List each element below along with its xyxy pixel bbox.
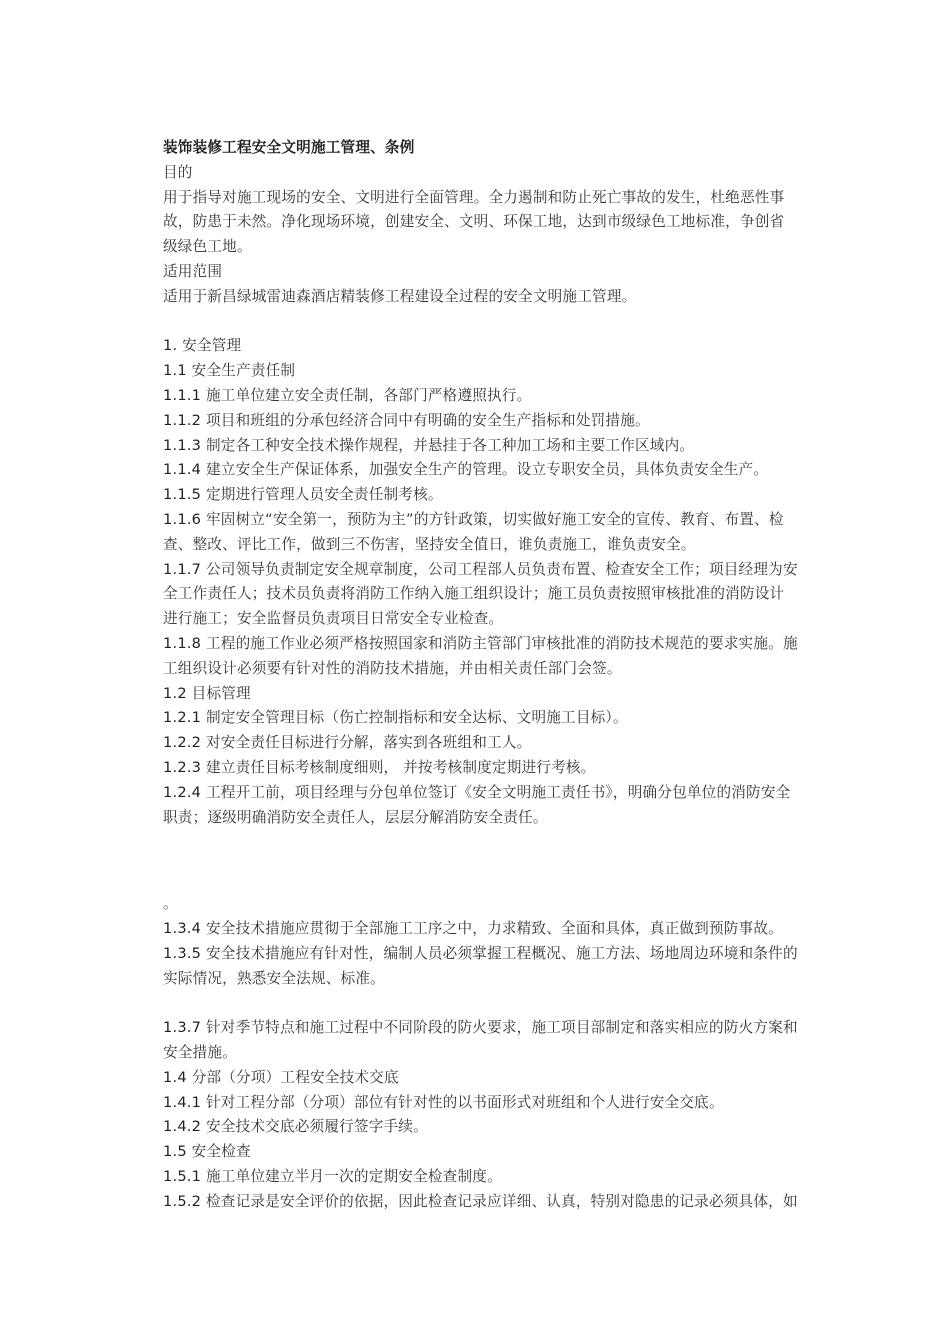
clause-line [163,967,883,992]
clause-line [163,731,883,756]
clause-text: 工程开工前，项目经理与分包单位签订《安全文明施工责任书》，明确分包单位的消防安全 [201,783,791,801]
clause-text: 公司领导负责制定安全规章制度，公司工程部人员负责布置、检查安全工作；项目经理为安 [201,560,798,578]
clause-text: 实际情况，熟悉安全法规、标准。 [163,969,385,987]
clause-item [163,1091,883,1116]
clause-item [163,942,883,992]
clause-text: 建立安全生产保证体系，加强安全生产的管理。设立专职安全员，具体负责安全生产。 [201,461,769,479]
clause-list [163,1016,883,1066]
clause-item [163,1115,883,1140]
clause-line [163,632,883,657]
clause-number: 1.5.1 [163,1168,202,1186]
clause-text: 建立责任目标考核制度细则， 并按考核制度定期进行考核。 [201,758,596,776]
clause-number: 1.3.5 [163,944,202,962]
section-heading-1-1 [163,359,883,384]
clause-text: 制定安全管理目标（伤亡控制指标和安全达标、文明施工目标）。 [201,709,628,727]
paragraph-line: 用于指导对施工现场的安全、文明进行全面管理。全力遏制和防止死亡事故的发生，杜绝恶性事 [163,188,785,206]
clause-line [163,657,883,682]
clause-line [163,434,883,459]
section-number: 1.5 [163,1143,187,1161]
clause-line [163,533,883,558]
clause-text: 施工单位建立半月一次的定期安全检查制度。 [201,1168,502,1186]
clause-line [163,706,883,731]
clause-text: 施工单位建立安全责任制，各部门严格遵照执行。 [201,386,532,404]
clause-number: 1.2.1 [163,709,202,727]
section-number: 1.1 [163,362,187,380]
clause-text: 职责；逐级明确消防安全责任人，层层分解消防安全责任。 [163,808,548,826]
section-heading-1-2 [163,682,883,707]
clause-text: 项目和班组的分承包经济合同中有明确的安全生产指标和处罚措施。 [201,411,650,429]
clause-line [163,756,883,781]
clause-text: 对安全责任目标进行分解，落实到各班组和工人。 [201,734,532,752]
purpose-paragraph [163,186,883,260]
clause-item [163,781,883,831]
clause-item [163,409,883,434]
clause-line [163,483,883,508]
clause-text: 安全技术交底必须履行签字手续。 [201,1118,428,1136]
clause-line [163,1115,883,1140]
clause-item [163,558,883,632]
clause-line [163,409,883,434]
clause-number: 1.1.2 [163,411,202,429]
section-text: 安全生产责任制 [186,362,296,380]
clause-number: 1.1.7 [163,560,202,578]
clause-line [163,806,883,831]
clause-number: 1.1.3 [163,436,202,454]
clause-list [163,384,883,682]
clause-line [163,1041,883,1066]
section-text: 安全检查 [186,1143,251,1161]
clause-item [163,756,883,781]
clause-text: 安全技术措施应贯彻于全部施工工序之中，力求精致、全面和具体，真正做到预防事故。 [201,920,783,938]
clause-item [163,917,883,942]
clause-item [163,483,883,508]
clause-item [163,384,883,409]
clause-text: 牢固树立“安全第一，预防为主”的方针政策，切实做好施工安全的宣传、教育、布置、检 [201,510,784,528]
clause-text: 针对季节特点和施工过程中不同阶段的防火要求，施工项目部制定和落实相应的防火方案和 [201,1019,798,1037]
clause-text: 进行施工；安全监督员负责项目日常安全专业检查。 [163,610,504,628]
clause-item [163,1165,883,1190]
clause-text: 定期进行管理人员安全责任制考核。 [201,486,443,504]
clause-line [163,917,883,942]
section-heading-1 [163,334,883,359]
scope-paragraph: 适用于新昌绿城雷迪森酒店精装修工程建设全过程的安全文明施工管理。 [163,287,637,305]
clause-text: 工组织设计必须要有针对性的消防技术措施，并由相关责任部门会签。 [163,659,622,677]
section-number: 1. [163,337,178,355]
clause-list [163,917,883,991]
stray-punctuation: 。 [163,895,178,913]
section-text: 目标管理 [186,684,251,702]
scope-heading: 适用范围 [163,262,223,280]
document-title: 装饰装修工程安全文明施工管理、条例 [163,139,415,156]
section-heading-1-5 [163,1140,883,1165]
clause-text: 针对工程分部（分项）部位有针对性的以书面形式对班组和个人进行安全交底。 [201,1093,724,1111]
clause-item [163,632,883,682]
document-body [163,136,883,1215]
clause-line [163,558,883,583]
clause-line [163,384,883,409]
paragraph-line: 级绿色工地。 [163,238,252,256]
clause-line [163,1165,883,1190]
clause-number: 1.1.6 [163,510,202,528]
section-number: 1.4 [163,1068,187,1086]
section-text: 分部（分项）工程安全技术交底 [186,1068,399,1086]
clause-text: 制定各工种安全技术操作规程，并悬挂于各工种加工场和主要工作区域内。 [201,436,695,454]
clause-item [163,706,883,731]
clause-item [163,1016,883,1066]
clause-item [163,508,883,558]
clause-text: 安全技术措施应有针对性，编制人员必须掌握工程概况、施工方法、场地周边环境和条件的 [201,944,798,962]
clause-number: 1.1.5 [163,486,202,504]
clause-text: 查、整改、评比工作，做到三不伤害，坚持安全值日，谁负责施工，谁负责安全。 [163,535,696,553]
section-text: 安全管理 [177,337,242,355]
clause-item [163,434,883,459]
clause-number: 1.4.2 [163,1118,202,1136]
clause-number: 1.3.7 [163,1019,202,1037]
clause-number: 1.4.1 [163,1093,202,1111]
clause-line [163,942,883,967]
clause-line [163,508,883,533]
clause-text: 全工作责任人；技术员负责将消防工作纳入施工组织设计；施工员负责按照审核批准的消防设计 [163,585,785,603]
clause-text: 工程的施工作业必须严格按照国家和消防主管部门审核批准的消防技术规范的要求实施。施 [201,634,798,652]
clause-number: 1.3.4 [163,920,202,938]
clause-list [163,706,883,830]
paragraph-line: 故，防患于未然。净化现场环境，创建安全、文明、环保工地，达到市级绿色工地标准，争创省 [163,213,785,231]
clause-line [163,1190,883,1215]
clause-item [163,458,883,483]
clause-list [163,1165,883,1215]
clause-item [163,731,883,756]
clause-number: 1.5.2 [163,1192,202,1210]
clause-line [163,1091,883,1116]
clause-number: 1.2.4 [163,783,202,801]
clause-number: 1.1.1 [163,386,202,404]
section-heading-1-4 [163,1066,883,1091]
clause-item [163,1190,883,1215]
clause-number: 1.1.4 [163,461,202,479]
purpose-heading: 目的 [163,163,193,181]
clause-number: 1.2.3 [163,758,202,776]
clause-list [163,1091,883,1141]
clause-line [163,1016,883,1041]
clause-line [163,458,883,483]
section-number: 1.2 [163,684,187,702]
clause-number: 1.2.2 [163,734,202,752]
clause-number: 1.1.8 [163,634,202,652]
clause-line [163,582,883,607]
clause-text: 安全措施。 [163,1044,237,1062]
clause-text: 检查记录是安全评价的依据，因此检查记录应详细、认真，特别对隐患的记录必须具体，如 [201,1192,798,1210]
clause-line [163,781,883,806]
clause-line [163,607,883,632]
